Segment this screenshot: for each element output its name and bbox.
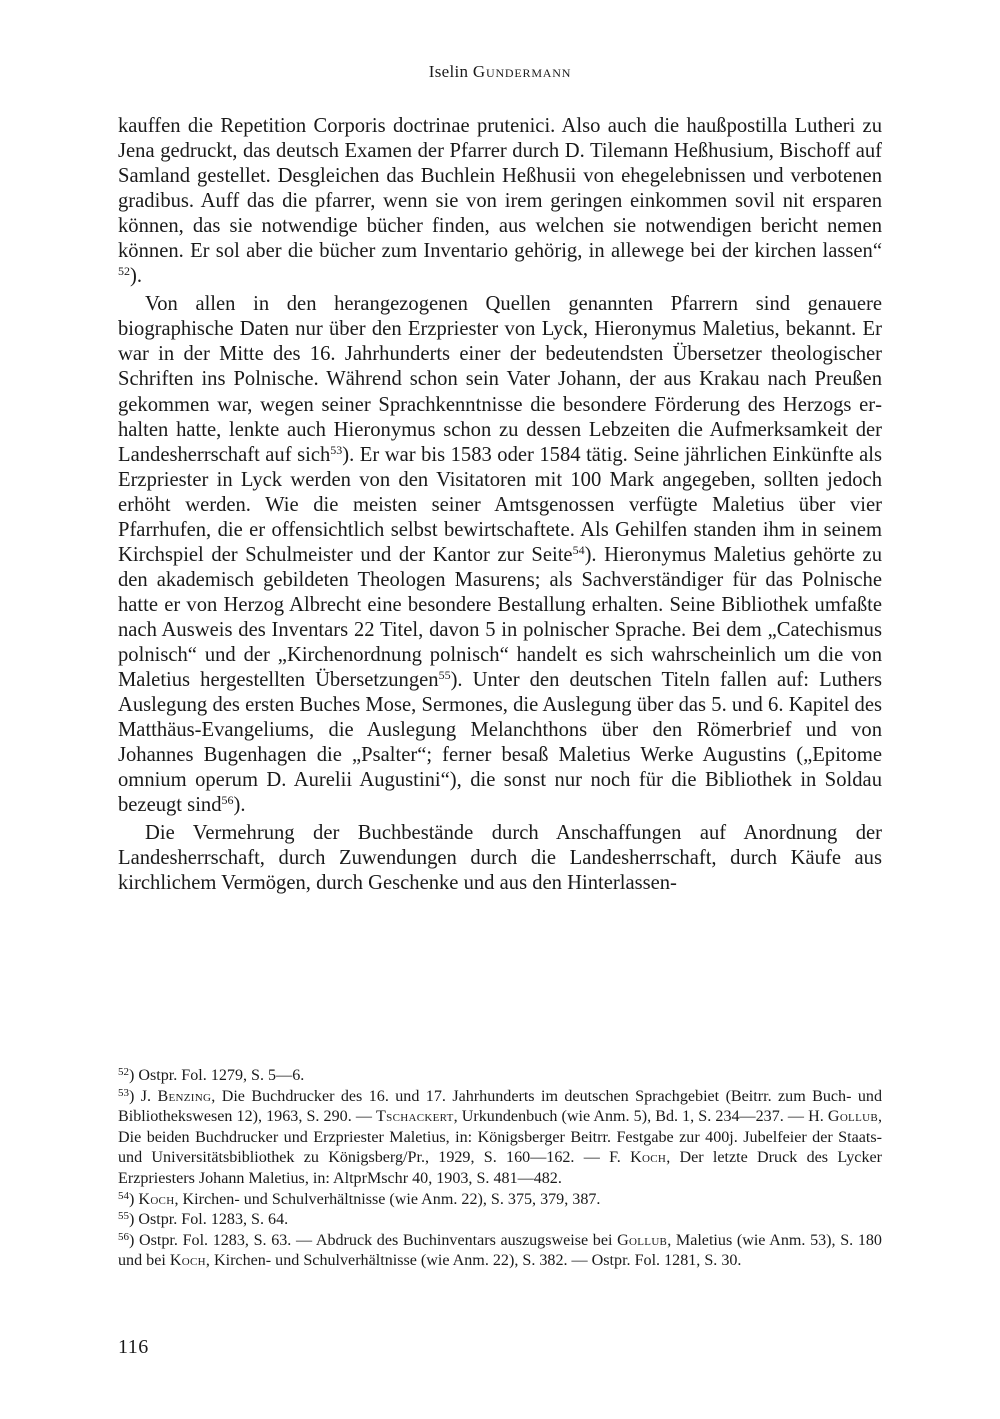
- footnote-text: , Kirchen- und Schulverhältnisse (wie Anm. 22), S. 375, 379, 387.: [174, 1190, 601, 1208]
- footnote-text: Ostpr. Fol. 1283, S. 64.: [138, 1211, 289, 1229]
- paragraph-2-part-2: ). Er war bis 1583 oder 1584 tätig. Seine jährlichen Einkünfte als Erzpriester in Lyck werden von den Visitatoren mit 100 Mark angegeben, sollten jedoch erhöht werden. Wie die meisten seiner Amtsgenossen verfügte Maletius über vier Pfarrhufen, die er offensichtlich selbst bewirtschaftete. Als Gehilfen standen ihm in seinem Kirchspiel der Schulmeister und der Kantor zur Seite: [118, 443, 882, 566]
- footnote-text: , Maletius (wie Anm. 53), S. 180 und bei: [118, 1231, 882, 1270]
- footnote-number: 55: [118, 1210, 129, 1223]
- author-name: Koch: [169, 1252, 206, 1270]
- footnote-number: 54: [118, 1189, 129, 1202]
- footnote-52: $^{52}$) Ostpr. Fol. 1279, S. 5—6.: [118, 1066, 305, 1084]
- footnote-text: , Der letzte Druck des Lycker Erzpriesters Johann Maletius, in: AltprMschr 40, 1903, S. 481—482.: [118, 1149, 883, 1187]
- paragraph-3-text: Die Vermehrung der Buchbestände durch Anschaffungen auf Anordnung der Landesherrschaft, durch Zuwendungen durch die Landesherrschaft, durch Käufe aus kirchlichem Vermögen, durch Geschenke und aus den Hinterlassen-: [118, 822, 882, 895]
- footnote-ref-52: 52: [118, 264, 130, 279]
- page-number: 116: [118, 1336, 149, 1358]
- footnote-text: J.: [140, 1087, 158, 1105]
- author-name: Gollub: [827, 1108, 878, 1126]
- body-text: [118, 114, 882, 896]
- author-last-name: Gundermann: [472, 62, 572, 81]
- footnote-ref-54: 54: [572, 542, 585, 557]
- footnote-text: , Die beiden Buchdrucker und Erzpriester Maletius, in: Königsberger Beitrr. Festgabe zur 400j. Jubelfeier der Staats- und Universitätsbibliothek zu Königsberg/Pr., 1929, S. 160—162. — F.: [118, 1108, 883, 1167]
- footnote-number: 53: [118, 1086, 129, 1099]
- paragraph-3: [118, 821, 882, 896]
- paragraph-1: [118, 114, 882, 289]
- footnote-text: Ostpr. Fol. 1283, S. 63. — Abdruck des Buchinventars auszugsweise bei: [139, 1231, 618, 1249]
- footnote-ref-56: 56: [221, 793, 234, 808]
- running-head: [0, 62, 1000, 82]
- footnote-53: $^{53}$) J. Benzing, Die Buchdrucker des 16. und 17. Jahrhunderts im deutschen Sprachgebiet (Beitrr. zum Buch- und Bibliothekswesen 12), 1963, S. 290. — Tschackert, Urkundenbuch (wie Anm. 5), Bd. 1, S. 234—237. — H. Gollub, Die beiden Buchdrucker und Erzpriester Maletius, in: Königsberger Beitrr. Festgabe zur 400j. Jubelfeier der Staats- und Universitätsbibliothek zu Königsberg/Pr., 1929, S. 160—162. — F. Koch, Der letzte Druck des Lycker Erzpriesters Johann Maletius, in: AltprMschr 40, 1903, S. 481—482.: [118, 1086, 883, 1187]
- footnote-55: $^{55}$) Ostpr. Fol. 1283, S. 64.: [118, 1210, 289, 1229]
- author-name: Koch: [138, 1190, 175, 1208]
- paragraph-2-part-4: ). Unter den deutschen Titeln fallen auf: Luthers Auslegung des ersten Buches Mose, Sermones, die Auslegung über das 5. und 6. Kapitel des Matthäus-Evangeliums, die Auslegung Melanchthons über den Römerbrief und von Johannes Bugenhagen die „Psalter“; ferner besaß Maletius Werke Augustins („Epitome omnium operum D. Aurelii Augustini“), die sonst nur noch für die Bibliothek in Soldau bezeugt sind: [118, 669, 882, 817]
- paragraph-1-text: kauffen die Repetition Corporis doctrinae prutenici. Also auch die haußpostilla Lutheri zu Jena gedruckt, das deutsch Examen der Pfarrer durch D. Tilemann Heßhusium, Bischoff auf Samland gestellet. Desgleichen das Buchlein Heßhusii von ehegelebnissen und verbotenen gradibus. Auff das die pfarrer, wenn sie von irem geringen einkommen sovil nit ersparen können, das sie notwendige bücher finden, aus welchen sie notwendigen bericht nemen können. Er sol aber die bücher zum Inventario gehörig, in allewege bei der kirchen lassen“: [118, 115, 882, 263]
- paragraph-1-tail: ).: [130, 265, 143, 288]
- paragraph-2-part-3: ). Hieronymus Maletius gehörte zu den akademisch gebildeten Theologen Masurens; als Sachverständiger für das Polnische hatte er von Herzog Albrecht eine besondere Bestallung erhalten. Seine Bibliothek umfaßte nach Ausweis des Inventars 22 Titel, davon 5 in polnischer Sprache. Bei dem „Catechismus polnisch“ und der „Kirchenordnung polnisch“ handelt es sich wahrscheinlich um die von Maletius hergestellten Übersetzungen: [118, 543, 882, 692]
- footnote-text: , Urkundenbuch (wie Anm. 5), Bd. 1, S. 234—237. — H.: [453, 1108, 828, 1126]
- footnote-number: 56: [118, 1230, 129, 1243]
- author-name: Benzing: [157, 1087, 212, 1105]
- author-name: Gollub: [617, 1231, 668, 1249]
- paragraph-2-part-1: Von allen in den herangezogenen Quellen genannten Pfarrern sind genauere biographische Daten nur über den Erzpriester von Lyck, Hieronymus Maletius, bekannt. Er war in der Mitte des 16. Jahrhunderts einer der bedeutendsten Übersetzer theologischer Schriften ins Polnische. Während schon sein Vater Johann, der aus Krakau nach Preußen gekommen war, wegen seiner Sprachkenntnisse die besondere Förderung des Herzogs erhalten hatte, lenkte auch Hieronymus schon zu dessen Lebzeiten die Aufmerksamkeit der Landesherrschaft auf sich: [118, 293, 882, 466]
- author-first-name: Iselin: [428, 62, 469, 81]
- paragraph-2-part-5: ).: [233, 794, 246, 817]
- paragraph-2: [118, 292, 882, 818]
- footnote-text: , Die Buchdrucker des 16. und 17. Jahrhunderts im deutschen Sprachgebiet (Beitrr. zum Buch- und Bibliothekswesen 12), 1963, S. 290. —: [118, 1087, 883, 1126]
- footnote-54: $^{54}$) Koch, Kirchen- und Schulverhältnisse (wie Anm. 22), S. 375, 379, 387.: [118, 1189, 601, 1208]
- footnote-56: $^{56}$) Ostpr. Fol. 1283, S. 63. — Abdruck des Buchinventars auszugsweise bei Gollub, Maletius (wie Anm. 53), S. 180 und bei Koch, Kirchen- und Schulverhältnisse (wie Anm. 22), S. 382. — Ostpr. Fol. 1281, S. 30.: [118, 1230, 882, 1270]
- footnotes: [118, 1066, 882, 1272]
- author-name: Tschackert: [376, 1108, 454, 1126]
- footnote-ref-53: 53: [330, 442, 343, 457]
- footnote-ref-55: 55: [438, 668, 451, 683]
- footnote-number: 52: [118, 1066, 129, 1078]
- footnote-text: , Kirchen- und Schulverhältnisse (wie Anm. 22), S. 382. — Ostpr. Fol. 1281, S. 30.: [205, 1252, 742, 1270]
- author-name: Koch: [630, 1149, 667, 1167]
- footnote-text: Ostpr. Fol. 1279, S. 5—6.: [138, 1067, 305, 1084]
